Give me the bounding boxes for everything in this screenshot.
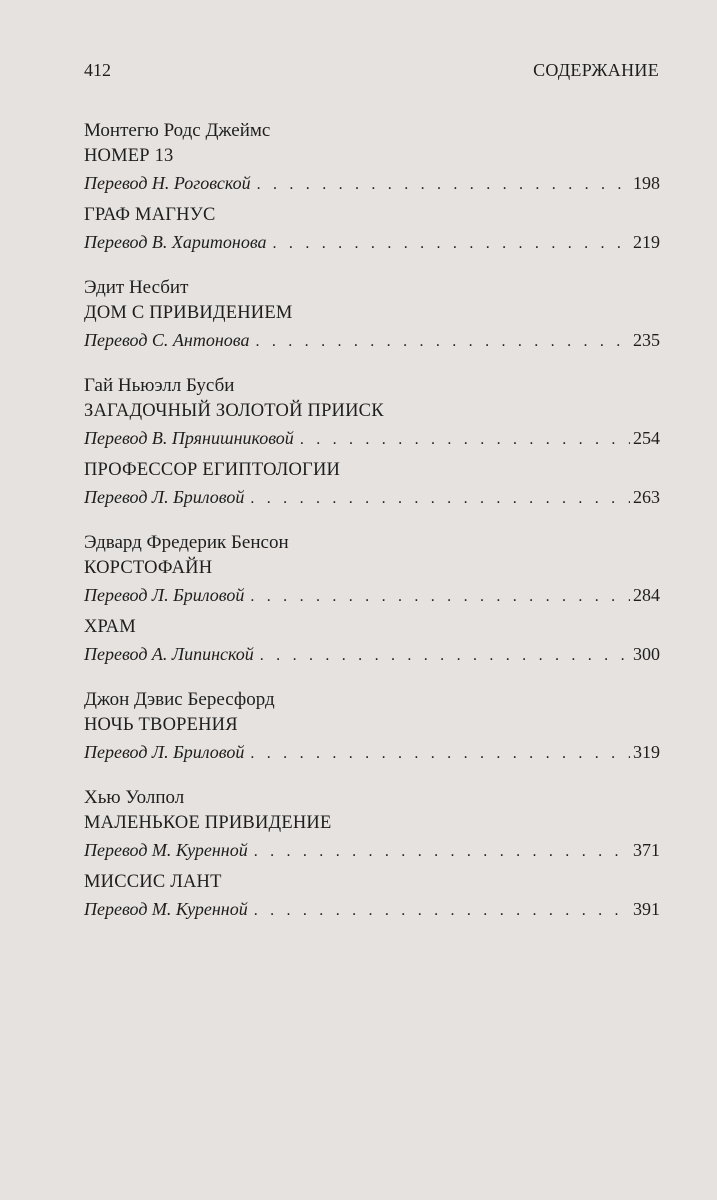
translator-credit: Перевод Л. Бриловой	[84, 487, 245, 507]
author-name: Эдит Несбит	[84, 277, 189, 298]
page-reference: 319	[633, 742, 660, 762]
translator-line	[84, 169, 660, 197]
author-name: Гай Ньюэлл Бусби	[84, 375, 235, 396]
dot-leader	[254, 838, 630, 866]
translator-credit: Перевод В. Прянишниковой	[84, 428, 294, 448]
dot-leader	[250, 740, 630, 768]
toc-section	[84, 276, 660, 354]
page-reference: 254	[633, 428, 660, 448]
author-name: Монтегю Родс Джеймс	[84, 120, 271, 141]
page-reference: 300	[633, 644, 660, 664]
toc-entry	[84, 615, 660, 668]
toc-section	[84, 786, 660, 923]
author-name: Джон Дэвис Бересфорд	[84, 689, 275, 710]
page-reference: 219	[633, 232, 660, 252]
translator-credit: Перевод В. Харитонова	[84, 232, 267, 252]
toc-section	[84, 531, 660, 668]
page-reference: 391	[633, 899, 660, 919]
story-title: МИССИС ЛАНТ	[84, 872, 222, 892]
story-title: КОРСТОФАЙН	[84, 558, 213, 578]
story-title: НОМЕР 13	[84, 146, 174, 166]
toc-section	[84, 119, 660, 256]
toc-entry	[84, 144, 660, 197]
translator-line	[84, 424, 660, 452]
story-title: ГРАФ МАГНУС	[84, 205, 216, 225]
translator-line	[84, 895, 660, 923]
dot-leader	[257, 171, 630, 199]
translator-credit: Перевод Л. Бриловой	[84, 585, 245, 605]
page-reference: 284	[633, 585, 660, 605]
dot-leader	[250, 583, 630, 611]
dot-leader	[255, 328, 630, 356]
dot-leader	[250, 485, 630, 513]
translator-line	[84, 581, 660, 609]
translator-credit: Перевод М. Куренной	[84, 899, 248, 919]
translator-credit: Перевод Л. Бриловой	[84, 742, 245, 762]
story-title: ЗАГАДОЧНЫЙ ЗОЛОТОЙ ПРИИСК	[84, 401, 384, 421]
toc-entry	[84, 713, 660, 766]
translator-line	[84, 326, 660, 354]
page-reference: 235	[633, 330, 660, 350]
translator-line	[84, 640, 660, 668]
toc-entry	[84, 556, 660, 609]
story-title: ПРОФЕССОР ЕГИПТОЛОГИИ	[84, 460, 341, 480]
toc-entry	[84, 203, 660, 256]
translator-credit: Перевод Н. Роговской	[84, 173, 251, 193]
page-reference: 198	[633, 173, 660, 193]
dot-leader	[300, 426, 630, 454]
story-title: ДОМ С ПРИВИДЕНИЕМ	[84, 303, 293, 323]
toc-entry	[84, 811, 660, 864]
dot-leader	[254, 897, 630, 925]
toc-section	[84, 688, 660, 766]
translator-line	[84, 738, 660, 766]
translator-credit: Перевод А. Липинской	[84, 644, 254, 664]
page-header	[84, 60, 659, 86]
table-of-contents	[84, 119, 660, 923]
dot-leader	[260, 642, 630, 670]
story-title: МАЛЕНЬКОЕ ПРИВИДЕНИЕ	[84, 813, 332, 833]
story-title: ХРАМ	[84, 617, 136, 637]
toc-entry	[84, 870, 660, 923]
toc-entry	[84, 458, 660, 511]
translator-line	[84, 228, 660, 256]
page-number: 412	[84, 60, 111, 80]
translator-line	[84, 483, 660, 511]
toc-entry	[84, 399, 660, 452]
translator-credit: Перевод М. Куренной	[84, 840, 248, 860]
page-reference: 263	[633, 487, 660, 507]
translator-line	[84, 836, 660, 864]
toc-entry	[84, 301, 660, 354]
story-title: НОЧЬ ТВОРЕНИЯ	[84, 715, 238, 735]
author-name: Хью Уолпол	[84, 787, 185, 808]
running-head: СОДЕРЖАНИЕ	[533, 60, 659, 80]
page-reference: 371	[633, 840, 660, 860]
dot-leader	[273, 230, 630, 258]
translator-credit: Перевод С. Антонова	[84, 330, 250, 350]
toc-section	[84, 374, 660, 511]
author-name: Эдвард Фредерик Бенсон	[84, 532, 289, 553]
